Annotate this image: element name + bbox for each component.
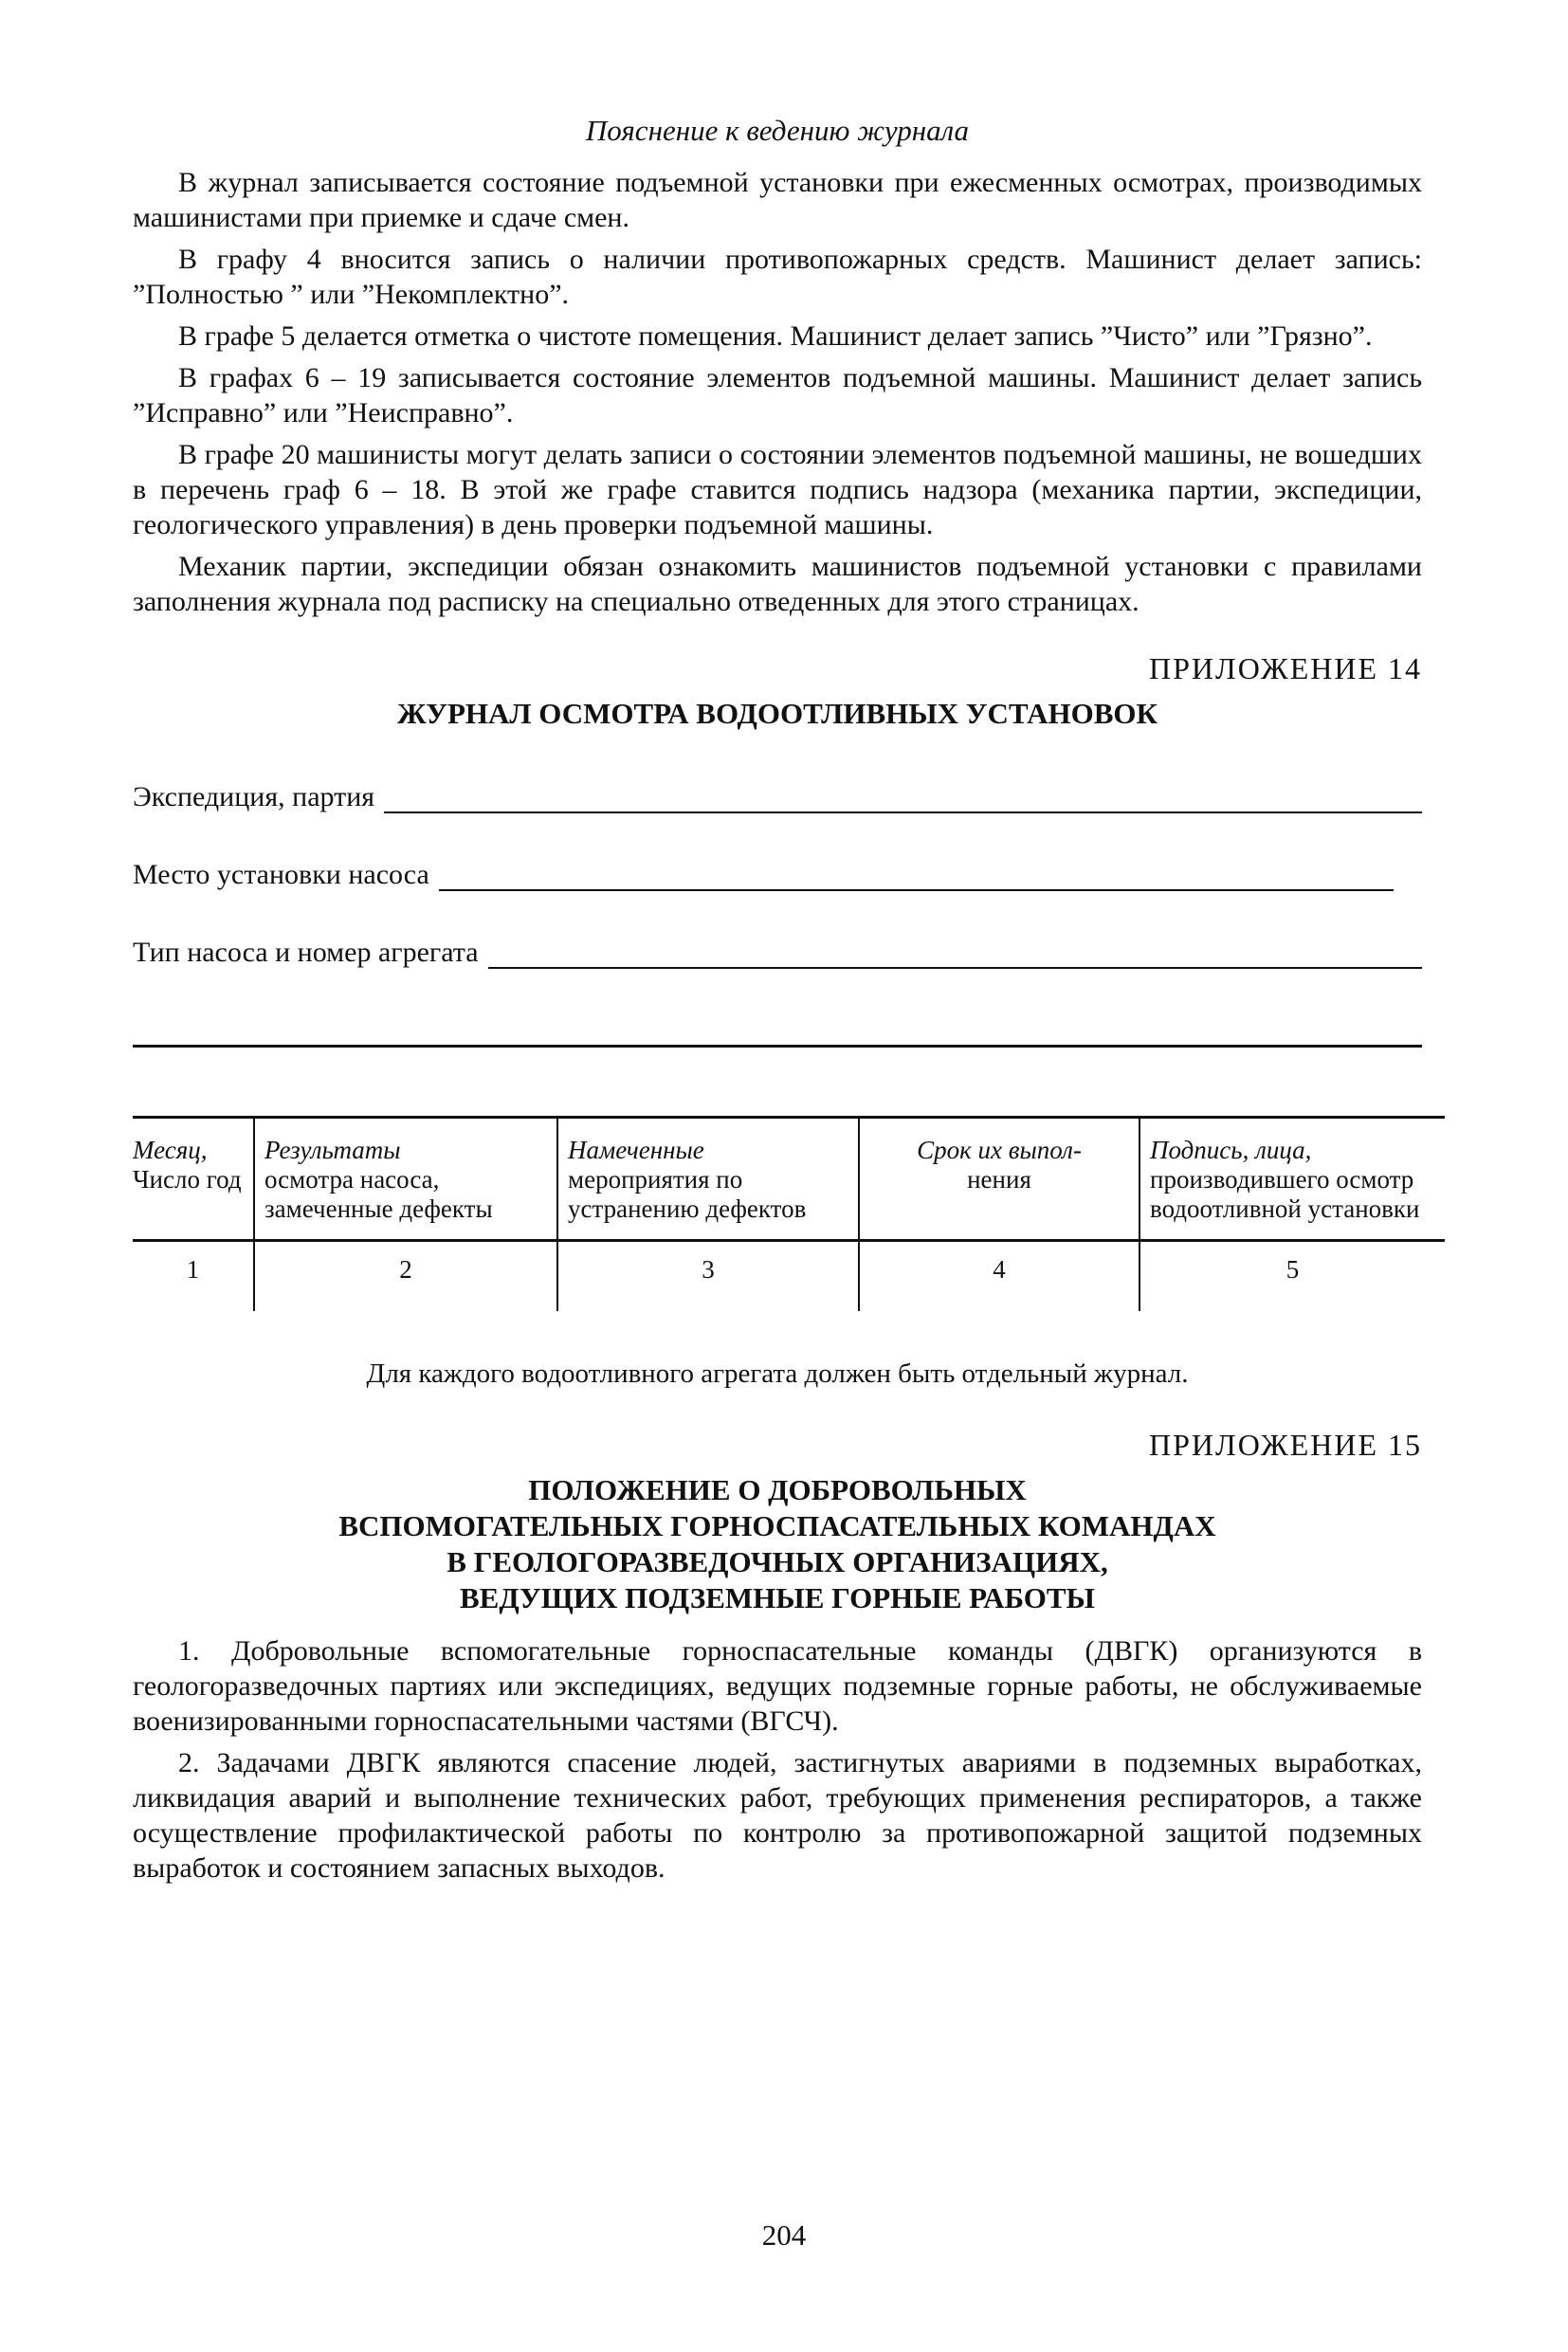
appendix-15-paragraph: 1. Добровольные вспомогательные горноспасательные команды (ДВГК) организуются в геологоразведочных партиях или экспедициях, ведущих подземные горные работы, не обслуживаемые военизированными горноспасательными частями (ВГСЧ). [133,1635,1422,1737]
page-number: 204 [761,2218,807,2252]
fill-in-line [384,785,1422,813]
blank-fill-in-line [133,1016,1422,1048]
page-content [133,114,1422,1892]
field-label: Тип насоса и номер агрегата [133,937,479,968]
title-line: ПОЛОЖЕНИЕ О ДОБРОВОЛЬНЫХ [528,1473,1027,1506]
column-number: 3 [557,1241,859,1312]
header-results: Результаты осмотра насоса, замеченные дефекты [254,1118,557,1241]
column-number: 4 [859,1241,1140,1312]
explanation-paragraph: В графу 4 вносится запись о наличии противопожарных средств. Машинист делает запись: ”Полностью ” или ”Некомплектно”. [133,244,1422,310]
field-label: Экспедиция, партия [133,781,375,812]
appendix-14-label: ПРИЛОЖЕНИЕ 14 [1148,651,1422,685]
fill-in-line [439,863,1394,891]
fill-in-line [488,940,1422,969]
appendix-15-title [133,1472,1422,1616]
table-number-row [133,1241,1445,1312]
column-number: 1 [186,1255,200,1284]
appendix-14-note: Для каждого водоотливного агрегата должен быть отдельный журнал. [366,1358,1189,1389]
header-signature: Подпись, лица, производившего осмотр водоотливной установки [1140,1118,1445,1241]
column-number: 5 [1140,1241,1445,1312]
appendix-15-label: ПРИЛОЖЕНИЕ 15 [1148,1428,1422,1462]
title-line: ВСПОМОГАТЕЛЬНЫХ ГОРНОСПАСАТЕЛЬНЫХ КОМАНДАХ [338,1509,1216,1542]
field-label: Место установки насоса [133,859,429,890]
field-pump-type [133,931,1422,969]
header-deadline: Срок их выпол- нения [859,1118,1140,1241]
table-header-row [133,1118,1445,1241]
header-measures: Намеченные мероприятия по устранению дефектов [557,1118,859,1241]
field-expedition [133,775,1422,813]
explanation-paragraph: В графах 6 – 19 записывается состояние элементов подъемной машины. Машинист делает запись ”Исправно” или ”Неисправно”. [133,362,1422,428]
appendix-15-paragraph: 2. Задачами ДВГК являются спасение людей, застигнутых авариями в подземных выработках, ликвидация аварий и выполнение технических работ, требующих применения респираторов, а также осуществление профилактической работы по контролю за противопожарной защитой подземных выработок и состоянием запасных выходов. [133,1747,1422,1884]
explanation-paragraph: В графе 5 делается отметка о чистоте помещения. Машинист делает запись ”Чисто” или ”Грязно”. [178,320,1373,352]
field-pump-location [133,853,1422,891]
appendix-14-title: ЖУРНАЛ ОСМОТРА ВОДООТЛИВНЫХ УСТАНОВОК [397,697,1158,730]
explanation-paragraph: В журнал записывается состояние подъемной установки при ежесменных осмотрах, производимых машинистами при приемке и сдаче смен. [133,167,1422,233]
header-month: Месяц, Число год [133,1136,242,1194]
title-line: ВЕДУЩИХ ПОДЗЕМНЫЕ ГОРНЫЕ РАБОТЫ [459,1581,1095,1614]
explanation-paragraph: Механик партии, экспедиции обязан ознакомить машинистов подъемной установки с правилами заполнения журнала под расписку на специально отведенных для этого страницах. [133,551,1422,617]
inspection-table [133,1116,1445,1311]
explanation-paragraph: В графе 20 машинисты могут делать записи о состоянии элементов подъемной машины, не вошедших в перечень граф 6 – 18. В этой же графе ставится подпись надзора (механика партии, экспедиции, геологического управления) в день проверки подъемной машины. [133,439,1422,540]
column-number: 2 [254,1241,557,1312]
title-line: В ГЕОЛОГОРАЗВЕДОЧНЫХ ОРГАНИЗАЦИЯХ, [447,1545,1108,1578]
explanation-title: Пояснение к ведению журнала [585,114,970,147]
